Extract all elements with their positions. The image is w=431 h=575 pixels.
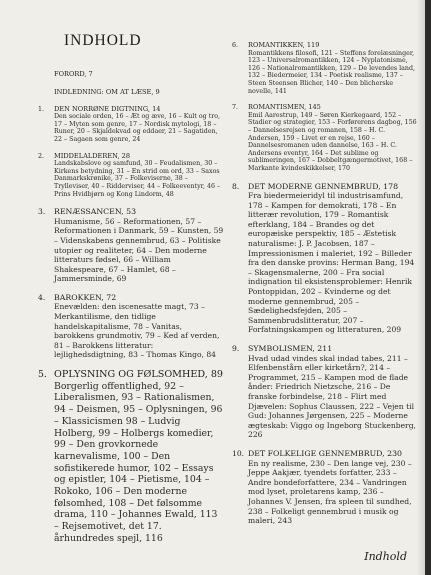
- section-heading: MIDDELALDEREN, 28: [54, 151, 131, 160]
- section-number: 7.: [232, 104, 239, 112]
- forord-entry: FORORD, 7: [54, 70, 93, 78]
- toc-section-8: [232, 182, 418, 336]
- page-edge-shadow: [417, 0, 425, 575]
- section-contents: Enevælden: den iscenesatte magt, 73 – Merkantilisme, den tidlige handelskapitalisme, 78 – Vanitas, barokkens grundmotiv, 79 – Ked af verden, 81 – Barokkens litteratur: lejlighedsdigtning, 83 – Thomas Kingo, 84: [54, 302, 220, 360]
- section-contents: Emil Aarestrup, 149 – Søren Kierkegaard, 152 – Stadier og strategier, 153 – Forførerens dagbog, 156 – Dannelsesrejsen og romanen, 158 – H. C. Andersen, 159 – Livet er en rejse, 160 – Dannelsesromanen uden dannelse, 163 – H. C. Andersens eventyr, 164 – Det sublime og sublimeringen, 167 – Dobbeltgængermotivet, 168 – Markante kvindeskikkelser, 170: [248, 111, 417, 172]
- section-number: 4.: [38, 292, 46, 302]
- section-contents: Fra biedermeieridyl til industrisamfund, 178 – Kampen for demokrati, 178 – En litterær revolution, 179 – Romantisk efterklang, 184 – Brandes og det europæiske perspektiv, 185 – Æstetisk naturalisme: J. P. Jacobsen, 187 – Impressionismen i maleriet, 192 – Billeder fra den danske provins: Herman Bang, 194 – Skagensmalerne, 200 – Fra social indignation til eksistensproblemer: Henrik Pontoppidan, 202 – Kvinderne og det moderne gennembrud, 205 – Sædelighedsfejden, 205 – Sammenbrudslitteratur, 207 – Forfatningskampen og litteraturen, 209: [248, 191, 415, 335]
- page-title: INDHOLD: [64, 32, 142, 49]
- section-heading: BAROKKEN, 72: [54, 292, 117, 302]
- section-heading: DET FOLKELIGE GENNEMBRUD, 230: [248, 448, 402, 458]
- section-heading: RENÆSSANCEN, 53: [54, 207, 137, 217]
- section-number: 2.: [38, 152, 45, 160]
- section-heading: OPLYSNING OG FØLSOMHED, 89: [54, 369, 224, 381]
- section-heading: SYMBOLISMEN, 211: [248, 344, 333, 353]
- running-footer: Indhold: [364, 550, 407, 563]
- toc-section-7: [232, 104, 418, 172]
- section-contents: Den sociale orden, 16 – Æt og æve, 16 – Kult og tro, 17 – Myten som genre, 17 – Nordisk mytologi, 18 – Runer, 20 – Skjaldekvad og eddaer, 21 – Sagatiden, 22 – Sagaen som genre, 24: [54, 113, 221, 143]
- section-contents: Borgerlig offentlighed, 92 – Liberalismen, 93 – Rationalismen, 94 – Deismen, 95 – Oplysningen, 96 – Klassicismen 98 – Ludvig Holberg, 99 – Holbergs komedier, 99 – Den grovkornede karnevalisme, 100 – Den sofistikerede humor, 102 – Essays og epistler, 104 – Pietisme, 104 – Rokoko, 106 – Den moderne følsomhed, 108 – Det følsomme drama, 110 – Johannes Ewald, 113 – Rejsemotivet, det 17. århundredes spejl, 116: [54, 380, 223, 544]
- section-number: 8.: [232, 181, 240, 191]
- section-number: 5.: [38, 369, 47, 381]
- section-contents: En ny realisme, 230 – Den lange vej, 230 – Jeppe Aakjær, tyendets forfatter, 233 – Andre bondeforfattere, 234 – Vandringen mod lyset, proletarens kamp, 236 – Johannes V. Jensen, fra spleen til sundhed, 238 – Folkeligt gennembrud i musik og maleri, 243: [248, 458, 412, 526]
- toc-section-9: [232, 344, 418, 440]
- toc-section-2: [38, 153, 224, 199]
- section-contents: Humanisme, 56 – Reformationen, 57 – Reformationen i Danmark, 59 – Kunsten, 59 – Videnskabens gennembrud, 63 – Politiske utopier og realiteter, 64 – Den moderne litteraturs fødsel, 66 – William Shakespeare, 67 – Hamlet, 68 – Jammersminde, 69: [54, 216, 224, 284]
- toc-section-10: [232, 449, 418, 526]
- toc-section-3: [38, 207, 224, 284]
- right-column: [232, 42, 418, 535]
- section-number: 3.: [38, 207, 46, 217]
- section-number: 9.: [232, 344, 240, 353]
- section-heading: ROMANTIKKEN, 119: [248, 41, 320, 49]
- section-contents: Hvad udad vindes skal indad tabes, 211 – Elfenbenstårn eller kirketårn?, 214 – Programmet, 215 – Kampen mod de flade ånder: Friedrich Nietzsche, 216 – De franske forbindelse, 218 – Flirt med Djævelen: Sophus Claussen, 222 – Vejen til Gud: Johannes Jørgensen, 225 – Moderne ægteskab: Viggo og Ingeborg Stuckenberg, 226: [248, 353, 416, 440]
- toc-section-6: [232, 42, 418, 95]
- left-column: [38, 70, 224, 554]
- section-heading: DEN NORRØNE DIGTNING, 14: [54, 104, 161, 113]
- section-heading: ROMANTISMEN, 145: [248, 103, 321, 112]
- indledning-entry: INDLEDNING: OM AT LÆSE, 9: [54, 87, 160, 96]
- section-number: 10.: [232, 448, 245, 458]
- section-number: 1.: [38, 105, 45, 113]
- section-number: 6.: [232, 42, 239, 49]
- section-heading: DET MODERNE GENNEMBRUD, 178: [248, 181, 399, 191]
- toc-section-5: [38, 369, 224, 545]
- section-contents: Landskabslove og samfund, 30 – Feudalismen, 30 – Kirkens betydning, 31 – En strid om ord, 33 – Saxos Danmarkskrønike, 37 – Folkeviserne, 38 – Trylleviser, 40 – Ridderviser, 44 – Folkeeventyr, 46 – Prins Hvidbjørn og Kong Lindorm, 48: [54, 160, 221, 198]
- toc-section-1: [38, 106, 224, 144]
- section-contents: Romantikkens filosofi, 121 – Steffens forelæsninger, 123 – Universalromantikken, 124 – Nyplatonisme, 126 – Nationalromantikken, 129 – De levendes land, 132 – Biedermeier, 134 – Poetisk realisme, 137 – Steen Steensen Blicher, 140 – Den blicherske novelle, 141: [248, 49, 416, 95]
- toc-section-4: [38, 293, 224, 360]
